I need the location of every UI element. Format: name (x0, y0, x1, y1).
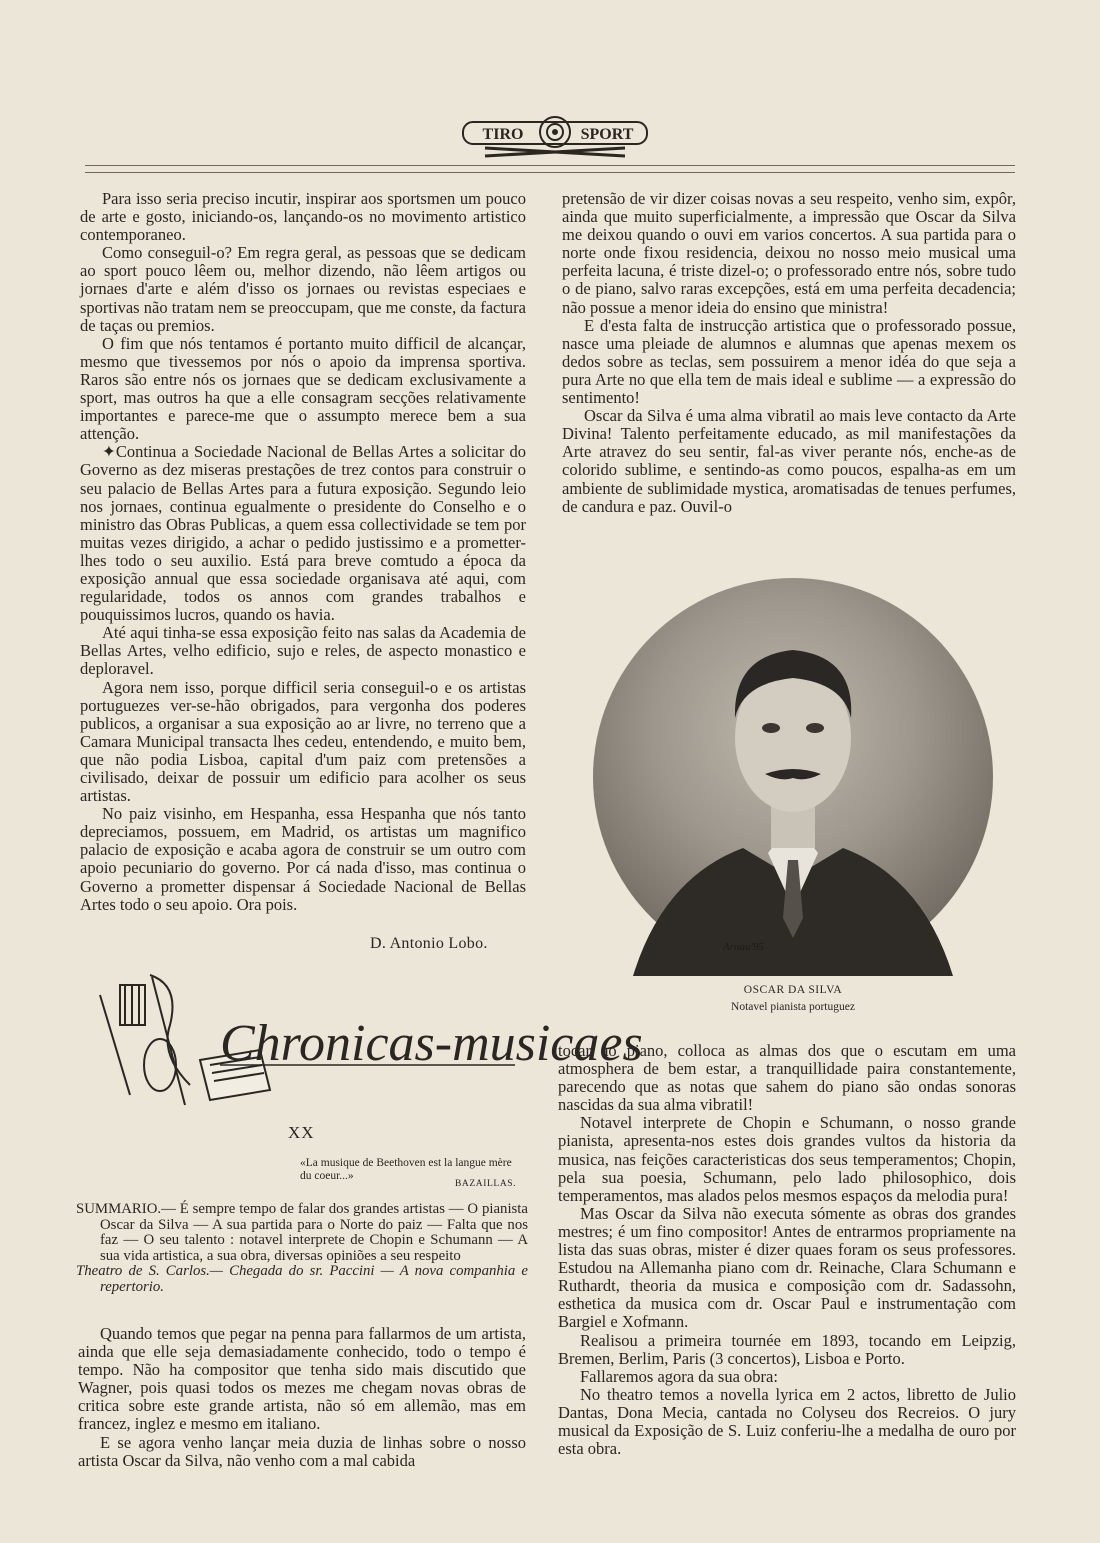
paragraph: Para isso seria preciso incutir, inspirar aos sportsmen um pouco de arte e gosto, iniciando-os, lançando-os no movimento artistico contemporaneo. (80, 189, 526, 245)
epigraph: «La musique de Beethoven est la langue mère du coeur...» (300, 1157, 512, 1182)
paragraph: No paiz visinho, em Hespanha, essa Hespanha que nós tanto depreciamos, possuem, em Madrid, os artistas um magnifico palacio de exposição e acaba agora de construir se um outro com apoio pecuniario do governo. Por cá nada d'isso, mas continua o Governo a prometter dispensar á Sociedade Nacional de Bellas Artes todo o seu apoio. Ora pois. (80, 804, 526, 914)
portrait-signature: Arnau'95 (723, 941, 764, 953)
header-rule (85, 165, 1015, 173)
portrait-photo (593, 578, 993, 976)
paragraph: ✦Continua a Sociedade Nacional de Bellas Artes a solicitar do Governo as dez miseras prestações de trez contos para construir o seu palacio de Bellas Artes para a futura exposição. Segundo leio nos jornaes, continua egualmente o presidente do Conselho e o ministro das Obras Publicas, a quem essa collectividade se tem por muitas vezes dirigido, a achar o pedido justissimo e a prometter-lhes todo o seu auxilio. Está para breve comtudo a época da exposição annual que essa sociedade organisava até aqui, com regularidade, todos os annos com grandes trabalhos e pouquissimos lucros, quando os havia. (80, 442, 526, 625)
paragraph: Agora nem isso, porque difficil seria conseguil-o e os artistas portuguezes ver-se-hão obrigados, para vergonha dos poderes publicos, a organisar a sua exposição ao ar livre, no terreno que a Camara Municipal transacta lhes cedeu, entendendo, e muito bem, que não podia Lisboa, capital d'um paiz com pretensões a civilisado, deixar de possuir um edificio para acolher os seus artistas. (80, 677, 526, 806)
paragraph: Mas Oscar da Silva não executa sómente as obras dos grandes mestres; é um fino compositor! Antes de entrarmos propriamente na lista das suas obras, mister é dizer quaes foram os seus professores. Estudou na Allemanha piano com dr. Reinache, Clara Schumann e Ruthardt, theoria da musica e composição com dr. Sadassohn, esthetica da musica com dr. Oscar Paul e instrumentação com Bargiel e Xofmann. (558, 1203, 1016, 1332)
summary (76, 1202, 528, 1295)
right-column-bottom (558, 1042, 1016, 1458)
section-heading: Chronicas-musicaes (220, 1015, 643, 1072)
summary-line: SUMMARIO.— É sempre tempo de falar dos grandes artistas — O pianista Oscar da Silva — A sua partida para o Norte do paiz — Falta que nos faz — O seu talento : notavel interprete de Chopin e Schumann — A sua vida artistica, a sua obra, diversas opiniões a seu respeito (76, 1201, 528, 1264)
portrait-caption: OSCAR DA SILVA (743, 984, 843, 996)
author-signature: D. Antonio Lobo. (370, 935, 488, 952)
portrait-figure (593, 578, 993, 976)
paragraph: Notavel interprete de Chopin e Schumann, o nosso grande pianista, apresenta-nos estes dois grandes vultos da historia da musica, nas feições caracteristicas dos seus temperamentos; Chopin, pela sua poesia, Schumann, pelo lado philosophico, dois temperamentos, mas alados pelos mesmos espaços da melodia pura! (558, 1113, 1016, 1205)
paragraph: Realisou a primeira tournée em 1893, tocando em Leipzig, Bremen, Berlim, Paris (3 concertos), Lisboa e Porto. (558, 1330, 1016, 1368)
summary-line: Theatro de S. Carlos.— Chegada do sr. Paccini — A nova companhia e repertorio. (76, 1263, 528, 1295)
svg-text:SPORT: SPORT (580, 126, 634, 143)
left-column-top (80, 190, 526, 914)
epigraph-author: BAZAILLAS. (455, 1179, 517, 1189)
paragraph: E d'esta falta de instrucção artistica que o professorado possue, nasce uma pleiade de alumnos e alumnas que apenas mexem os dedos sobre as teclas, sem possuirem a menor idéa do que seja a pura Arte no que ella tem de mais ideal e sublime — a expressão do sentimento! (562, 315, 1016, 408)
right-column-top (562, 190, 1016, 516)
paragraph: pretensão de vir dizer coisas novas a seu respeito, venho sim, expôr, ainda que muito superficialmente, a impressão que Oscar da Silva me deixou quando o ouvi em varios concertos. A sua partida para o norte onde fixou residencia, deixou no nosso meio musical uma perfeita lacuna, é triste dizel-o; o professorado entre nós, sobre tudo o de piano, salvo raras excepções, está em uma perfeita decadencia; não possue a menor ideia do ensino que ministra! (562, 189, 1016, 317)
section-heading-illustration (90, 965, 643, 1115)
paragraph: Oscar da Silva é uma alma vibratil ao mais leve contacto da Arte Divina! Talento perfeitamente educado, as mil manifestações da Arte atravez do seu sentir, fal-as viver perante nós, enche-as de colorido sublime, e sentindo-as como poucos, espalha-as em um ambiente de sublimidade mystica, aromatisadas de tenues perfumes, de candura e paz. Ouvil-o (562, 406, 1016, 516)
paragraph: Fallaremos agora da sua obra: (580, 1366, 778, 1386)
section-number: XX (288, 1123, 315, 1142)
paragraph: Como conseguil-o? Em regra geral, as pessoas que se dedicam ao sport pouco lêem ou, melhor dizendo, não lêem artigos ou jornaes d'arte e além d'isso os jornaes ou revistas especiaes e sportivas não tratam nem se preoccupam, que me conste, da factura de taças ou premios. (80, 243, 526, 335)
masthead-logo (455, 108, 655, 168)
paragraph: Até aqui tinha-se essa exposição feito nas salas da Academia de Bellas Artes, velho edificio, sujo e reles, de aspecto monastico e deploravel. (80, 623, 526, 679)
left-column-bottom (78, 1325, 526, 1470)
paragraph: No theatro temos a novella lyrica em 2 actos, libretto de Julio Dantas, Dona Mecia, cantada no Colyseu dos Recreios. O jury musical da Exposição de S. Luiz conferiu-lhe a medalha de ouro por esta obra. (558, 1384, 1016, 1459)
paragraph: tocar ao piano, colloca as almas dos que o escutam em uma atmosphera de bem estar, a tranquillidade paira constantemente, parecendo que as notas que sahem do piano são ondas sonoras nascidas da sua alma vibratil! (558, 1041, 1016, 1115)
paragraph: E se agora venho lançar meia duzia de linhas sobre o nosso artista Oscar da Silva, não venho com a mal cabida (78, 1432, 526, 1470)
portrait-subcaption: Notavel pianista portuguez (731, 1001, 855, 1013)
paragraph: O fim que nós tentamos é portanto muito difficil de alcançar, mesmo que tivessemos por nós o apoio da imprensa sportiva. Raros são entre nós os jornaes que se dedicam exclusivamente a sport, mas outros ha que a elle consagram secções relativamente importantes e parece-me que o assumpto merece bem a sua attenção. (80, 333, 526, 444)
paragraph: Quando temos que pegar na penna para fallarmos de um artista, ainda que elle seja demasiadamente conhecido, todo o tempo é tempo. Não ha compositor que tenha sido mais discutido que Wagner, pois quasi todos os mezes me chegam novas obras de critica sobre este grande artista, não só em allemão, mas em francez, inglez e mesmo em italiano. (78, 1324, 526, 1434)
svg-text:TIRO: TIRO (482, 126, 524, 143)
